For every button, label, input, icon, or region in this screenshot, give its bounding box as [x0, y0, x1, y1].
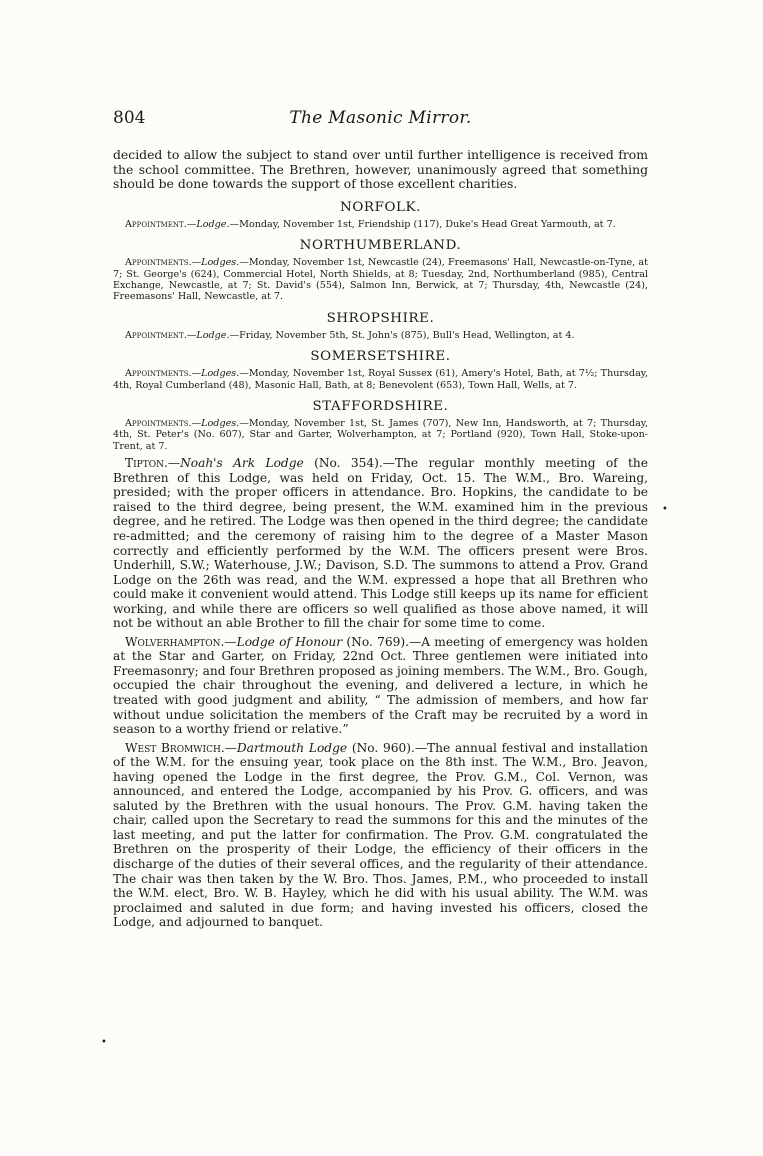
- section-norfolk: [113, 200, 648, 230]
- lodge-report-tipton: Tipton.—Noah's Ark Lodge (No. 354).—The regular monthly meeting of the Brethren of this Lodge, was held on Friday, Oct. 15. The W.M., Bro. Wareing, presided; with the proper officers in attendance. Bro. Hopkins, the candidate to be raised to the third degree, being present, the W.M. examined him in the previous degree, and he retired. The Lodge was then opened in the third degree; the candidate re-admitted; and the ceremony of raising him to the degree of a Master Mason correctly and efficiently performed by the W.M. The officers present were Bros. Underhill, S.W.; Waterhouse, J.W.; Davison, S.D. The summons to attend a Prov. Grand Lodge on the 26th was read, and the W.M. expressed a hope that all Brethren who could make it convenient would attend. This Lodge still keeps up its name for efficient working, and while there are officers so well qualified as those above named, it will not be without an able Brother to fill the chair for some time to come.: [113, 456, 648, 631]
- section-heading: STAFFORDSHIRE.: [312, 399, 449, 415]
- appointment-paragraph: Appointments.—Lodges.—Monday, November 1st, Newcastle (24), Freemasons' Hall, Newcastle-on-Tyne, at 7; St. George's (624), Commercial Hotel, North Shields, at 8; Tuesday, 2nd, Northumberland (985), Central Exchange, Newcastle, at 7; St. David's (554), Salmon Inn, Berwick, at 7; Thursday, 4th, Newcastle (24), Freemasons' Hall, Newcastle, at 7.: [113, 257, 648, 303]
- page-header: [113, 108, 648, 132]
- appointment-paragraph: Appointment.—Lodge.—Friday, November 5th, St. John's (875), Bull's Head, Wellington, at 4.: [125, 329, 575, 341]
- margin-mark: •: [101, 1037, 107, 1048]
- margin-mark: •: [662, 504, 668, 515]
- lodge-report-west-bromwich: West Bromwich.—Dartmouth Lodge (No. 960).—The annual festival and installation of the W.M. for the ensuing year, took place on the 8th inst. The W.M., Bro. Jeavon, having opened the Lodge in the first degree, the Prov. G.M., Col. Vernon, was announced, and entered the Lodge, accompanied by his Prov. G. officers, and was saluted by the Brethren with the usual honours. The Prov. G.M. having taken the chair, called upon the Secretary to read the summons for this and the minutes of the last meeting, and put the latter for confirmation. The Prov. G.M. congratulated the Brethren on the prosperity of their Lodge, the efficiency of their officers in the discharge of the duties of their several offices, and the regularity of their attendance. The chair was then taken by the W. Bro. Thos. James, P.M., who proceeded to install the W.M. elect, Bro. W. B. Hayley, which he did with his usual ability. The W.M. was proclaimed and saluted in due form; and having invested his officers, closed the Lodge, and adjourned to banquet.: [113, 740, 648, 930]
- section-shropshire: [113, 311, 648, 341]
- page-number: 804: [113, 108, 146, 128]
- section-heading: NORFOLK.: [340, 199, 421, 215]
- appointment-paragraph: Appointment.—Lodge.—Monday, November 1st, Friendship (117), Duke's Head Great Yarmouth, at 7.: [125, 218, 616, 230]
- appointment-paragraph: Appointments.—Lodges.—Monday, November 1st, Royal Sussex (61), Amery's Hotel, Bath, at 7½; Thursday, 4th, Royal Cumberland (48), Masonic Hall, Bath, at 8; Benevolent (653), Town Hall, Wells, at 7.: [113, 368, 648, 391]
- intro-paragraph: decided to allow the subject to stand over until further intelligence is received from the school committee. The Brethren, however, unanimously agreed that something should be done towards the support of those excellent charities.: [113, 147, 648, 192]
- running-title: The Masonic Mirror.: [289, 108, 472, 128]
- appointment-paragraph: Appointments.—Lodges.—Monday, November 1st, St. James (707), New Inn, Handsworth, at 7; Thursday, 4th, St. Peter's (No. 607), Star and Garter, Wolverhampton, at 7; Portland (920), Town Hall, Stoke-upon-Trent, at 7.: [113, 418, 648, 452]
- section-somersetshire: [113, 349, 648, 391]
- page-body: [113, 148, 648, 930]
- section-northumberland: [113, 238, 648, 303]
- section-heading: NORTHUMBERLAND.: [299, 238, 462, 254]
- section-heading: SHROPSHIRE.: [326, 310, 435, 326]
- section-staffordshire: [113, 399, 648, 452]
- section-heading: SOMERSETSHIRE.: [310, 349, 451, 365]
- lodge-report-wolverhampton: Wolverhampton.—Lodge of Honour (No. 769).—A meeting of emergency was holden at the Star and Garter, on Friday, 22nd Oct. Three gentlemen were initiated into Freemasonry; and four Brethren proposed as joining members. The W.M., Bro. Gough, occupied the chair throughout the evening, and delivered a lecture, in which he treated with good judgment and ability, “ The admission of members, and how far without undue solicitation the members of the Craft may be recruited by a word in season to a worthy friend or relative.”: [113, 634, 649, 737]
